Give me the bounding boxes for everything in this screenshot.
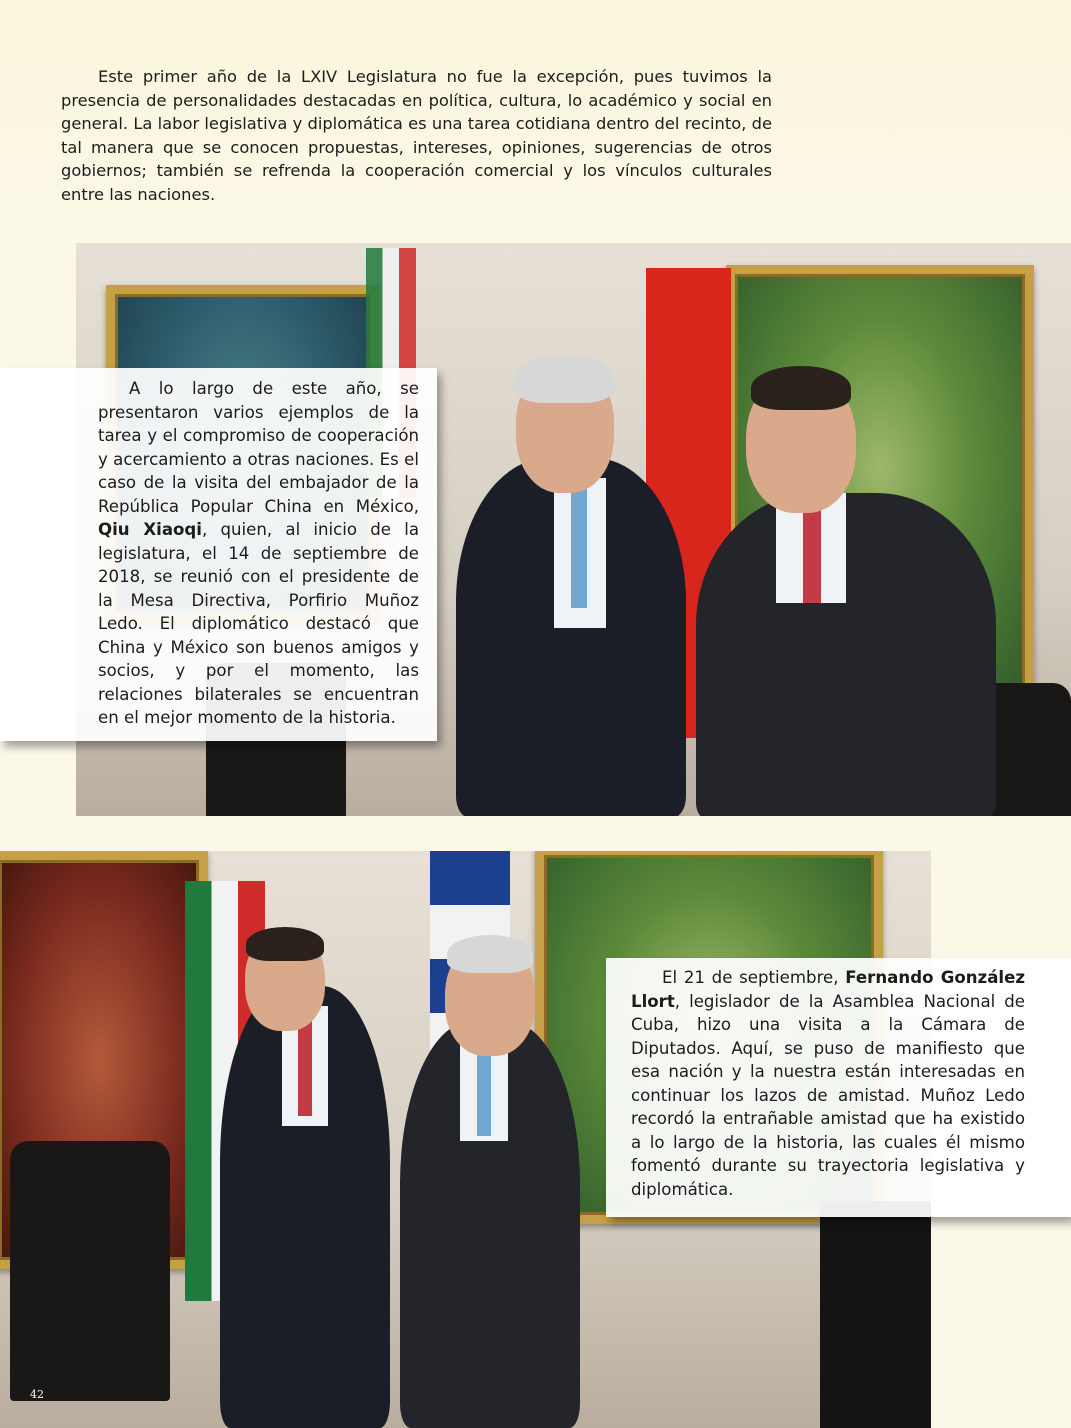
chair-left xyxy=(10,1141,170,1401)
tie xyxy=(571,488,587,608)
tie xyxy=(803,503,821,603)
caption-china-text xyxy=(98,377,419,730)
caption-text-after: , legislador de la Asamblea Nacional de Cuba, hizo una visita a la Cámara de Diputados. Aquí, se puso de manifiesto que esa nación y la nuestra están interesadas en continuar los lazos de amistad. Muñoz Ledo recordó la entrañable amistad que ha existido a lo largo de la historia, las cuales él mismo fomentó durante su trayectoria legislativa y diplomática. xyxy=(631,991,1025,1199)
caption-text-after: , quien, al inicio de la legislatura, el 14 de septiembre de 2018, se reunió con el presidente de la Mesa Directiva, Porfirio Muñoz Ledo. El diplomático destacó que China y México son buenos amigos y socios, y por el momento, las relaciones bilaterales se encuentran en el mejor momento de la historia. xyxy=(98,520,420,727)
caption-box-cuba xyxy=(606,958,1071,1217)
hair xyxy=(246,927,324,961)
hair xyxy=(751,366,851,410)
caption-box-china xyxy=(0,368,437,741)
hair xyxy=(447,935,533,973)
caption-text-before: El 21 de septiembre, xyxy=(662,968,846,987)
intro-paragraph: Este primer año de la LXIV Legislatura no fue la excepción, pues tuvimos la presencia de personalidades destacadas en política, cultura, lo académico y social en general. La labor legislativa y diplomática es una tarea cotidiana dentro del recinto, de tal manera que se conocen propuestas, intereses, opiniones, sugerencias de otros gobiernos; también se refrenda la cooperación comercial y los vínculos culturales entre las naciones. xyxy=(61,67,772,204)
tie xyxy=(298,1016,312,1116)
page-number: 42 xyxy=(30,1388,44,1401)
highlighted-name: Fernando González Llort xyxy=(631,968,1025,1011)
person-munoz-ledo xyxy=(696,493,996,816)
highlighted-name: Qiu Xiaoqi xyxy=(98,520,202,539)
cabinet xyxy=(820,1201,931,1428)
hair xyxy=(514,355,614,403)
caption-text-before: A lo largo de este año, se presentaron varios ejemplos de la tarea y el compromiso de cooperación y acercamiento a otras naciones. Es el caso de la visita del embajador de la República Popular China en México, xyxy=(98,379,419,516)
caption-cuba-text xyxy=(631,966,1025,1201)
